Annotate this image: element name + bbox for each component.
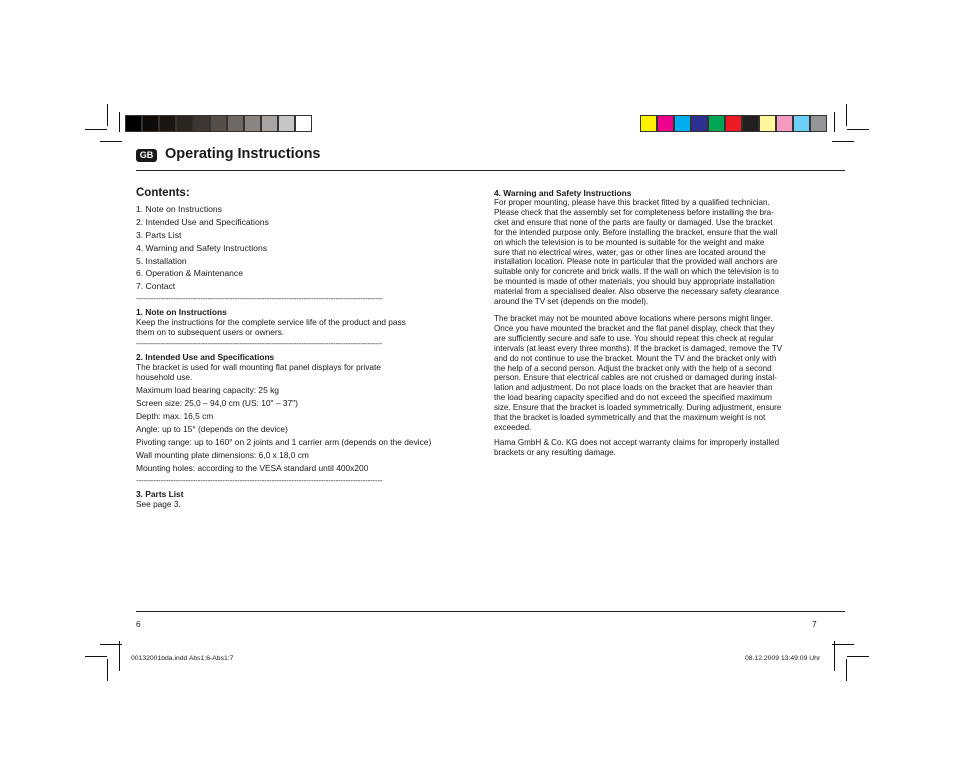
text-line: are sufficiently secure and safe to use. You should repeat this check at regular — [494, 333, 774, 343]
crop-mark-tl-h — [85, 129, 107, 130]
section-2-text-line: household use. — [136, 372, 193, 382]
gray-swatch — [261, 115, 278, 132]
page-title: Operating Instructions — [165, 146, 321, 162]
text-line: on which the television is to be mounted is suitable for the weight and make — [494, 237, 765, 247]
warranty-paragraph — [494, 438, 824, 458]
spec-item: Angle: up to 15° (depends on the device) — [136, 424, 288, 434]
section-divider: ---------------------------------------------------------------------------------------------------- — [136, 339, 383, 348]
crop-mark-tr-h2 — [832, 141, 854, 142]
header-rule — [136, 170, 845, 171]
text-line: be mounted is made of other materials, you should buy appropriate installation — [494, 277, 775, 287]
text-line: around the TV set (depends on the model). — [494, 297, 649, 307]
color-swatch — [776, 115, 793, 132]
color-swatch — [640, 115, 657, 132]
page-number-left: 6 — [136, 619, 141, 629]
text-line: the load bearing capacity specified and do not exceed the specified maximum — [494, 393, 773, 403]
text-line: intervals (at least every three months). If the bracket is damaged, remove the TV — [494, 343, 783, 353]
section-1-heading: 1. Note on Instructions — [136, 307, 227, 317]
spec-item: Screen size: 25,0 – 94,0 cm (US: 10" – 37") — [136, 398, 298, 408]
section-3-text: See page 3. — [136, 499, 181, 509]
gray-swatch — [244, 115, 261, 132]
section-2-heading: 2. Intended Use and Specifications — [136, 352, 275, 362]
text-line: material from a specialised dealer. Also observe the necessary safety clearance — [494, 287, 780, 297]
crop-mark-tl-h2 — [100, 141, 122, 142]
toc-item: 4. Warning and Safety Instructions — [136, 242, 268, 253]
grayscale-calibration-bar — [125, 115, 312, 132]
crop-mark-bl-v2 — [119, 641, 120, 671]
language-badge: GB — [136, 149, 157, 162]
section-divider: ---------------------------------------------------------------------------------------------------- — [136, 294, 383, 303]
gray-swatch — [142, 115, 159, 132]
text-line: and do not continue to use the bracket. Mount the TV and the bracket only with — [494, 353, 777, 363]
color-swatch — [725, 115, 742, 132]
contents-heading: Contents: — [136, 187, 190, 199]
file-slug: 00132001bda.indd Abs1:6-Abs1:7 — [131, 655, 234, 662]
text-line: the help of a second person. Adjust the bracket only with the help of a second — [494, 363, 772, 373]
crop-mark-tl-v2 — [119, 112, 120, 132]
toc-item: 2. Intended Use and Specifications — [136, 216, 269, 227]
color-swatch — [674, 115, 691, 132]
text-line: exceeded. — [494, 422, 532, 432]
gray-swatch — [193, 115, 210, 132]
text-line: for the intended purpose only. Before installing the bracket, ensure that the wall — [494, 227, 778, 237]
section-4-heading: 4. Warning and Safety Instructions — [494, 188, 632, 198]
gray-swatch — [210, 115, 227, 132]
footer-rule — [136, 611, 845, 612]
text-line: person. Ensure that electrical cables are not crushed or damaged during instal- — [494, 373, 777, 383]
crop-mark-br-h2 — [832, 644, 854, 645]
text-line: brackets or any resulting damage. — [494, 447, 616, 457]
text-line: The bracket may not be mounted above locations where persons might linger. — [494, 314, 773, 323]
color-swatch — [742, 115, 759, 132]
spec-item: Depth: max. 16,5 cm — [136, 411, 214, 421]
table-of-contents — [136, 203, 269, 293]
spec-item: Mounting holes: according to the VESA standard until 400x200 — [136, 463, 369, 473]
spec-item: Maximum load bearing capacity: 25 kg — [136, 385, 279, 395]
text-line: Hama GmbH & Co. KG does not accept warranty claims for improperly installed — [494, 438, 780, 447]
crop-mark-tr-v2 — [834, 112, 835, 132]
crop-mark-bl-h2 — [100, 644, 122, 645]
crop-mark-tl-v — [107, 104, 108, 126]
crop-mark-br-h — [847, 656, 869, 657]
page-number-right: 7 — [812, 619, 817, 629]
toc-item: 1. Note on Instructions — [136, 204, 222, 214]
toc-item: 5. Installation — [136, 255, 187, 266]
text-line: installation location. Please note in particular that the provided wall anchors are — [494, 257, 778, 267]
gray-swatch — [176, 115, 193, 132]
crop-mark-bl-h — [85, 656, 107, 657]
gray-swatch — [227, 115, 244, 132]
color-swatch — [691, 115, 708, 132]
section-3-heading: 3. Parts List — [136, 489, 184, 499]
color-swatch — [708, 115, 725, 132]
gray-swatch — [295, 115, 312, 132]
text-line: suitable only for concrete and brick walls. If the wall on which the television is to — [494, 267, 779, 277]
text-line: For proper mounting, please have this bracket fitted by a qualified technician. — [494, 198, 770, 207]
toc-item: 3. Parts List — [136, 229, 182, 240]
text-line: cket and ensure that none of the parts are faulty or damaged. Use the bracket — [494, 217, 773, 227]
timestamp-slug: 08.12.2009 13:49:09 Uhr — [745, 655, 821, 662]
text-line: lation and adjustment. Do not place loads on the bracket that are heavier than — [494, 383, 773, 393]
text-line: Please check that the assembly set for completeness before installing the bra- — [494, 207, 774, 217]
toc-item: 6. Operation & Maintenance — [136, 268, 244, 279]
toc-item: 7. Contact — [136, 281, 176, 292]
gray-swatch — [125, 115, 142, 132]
text-line: that the bracket is loaded symmetrically and that the maximum weight is not — [494, 413, 766, 423]
crop-mark-tr-h — [847, 129, 869, 130]
spec-item: Wall mounting plate dimensions: 6,0 x 18,0 cm — [136, 450, 309, 460]
color-swatch — [810, 115, 827, 132]
section-2-text-line: The bracket is used for wall mounting flat panel displays for private — [136, 362, 381, 372]
text-line: sure that no electrical wires, water, gas or other lines are located around the — [494, 247, 766, 257]
spec-item: Pivoting range: up to 160° on 2 joints and 1 carrier arm (depends on the device) — [136, 437, 432, 447]
gray-swatch — [278, 115, 295, 132]
section-divider: ---------------------------------------------------------------------------------------------------- — [136, 476, 383, 485]
gray-swatch — [159, 115, 176, 132]
color-swatch — [793, 115, 810, 132]
color-calibration-bar — [640, 115, 827, 132]
crop-mark-br-v2 — [834, 641, 835, 671]
text-line: size. Ensure that the bracket is loaded symmetrically. During adjustment, ensure — [494, 403, 782, 413]
section-1-text-line: Keep the instructions for the complete service life of the product and pass — [136, 317, 406, 327]
safety-paragraph-1 — [494, 198, 824, 307]
color-swatch — [759, 115, 776, 132]
specifications-list — [136, 384, 431, 475]
text-line: Once you have mounted the bracket and the flat panel display, check that they — [494, 323, 775, 333]
crop-mark-bl-v — [107, 659, 108, 681]
color-swatch — [657, 115, 674, 132]
safety-paragraph-2 — [494, 314, 824, 433]
crop-mark-tr-v — [846, 104, 847, 126]
section-1-text-line: them on to subsequent users or owners. — [136, 327, 285, 337]
crop-mark-br-v — [846, 659, 847, 681]
